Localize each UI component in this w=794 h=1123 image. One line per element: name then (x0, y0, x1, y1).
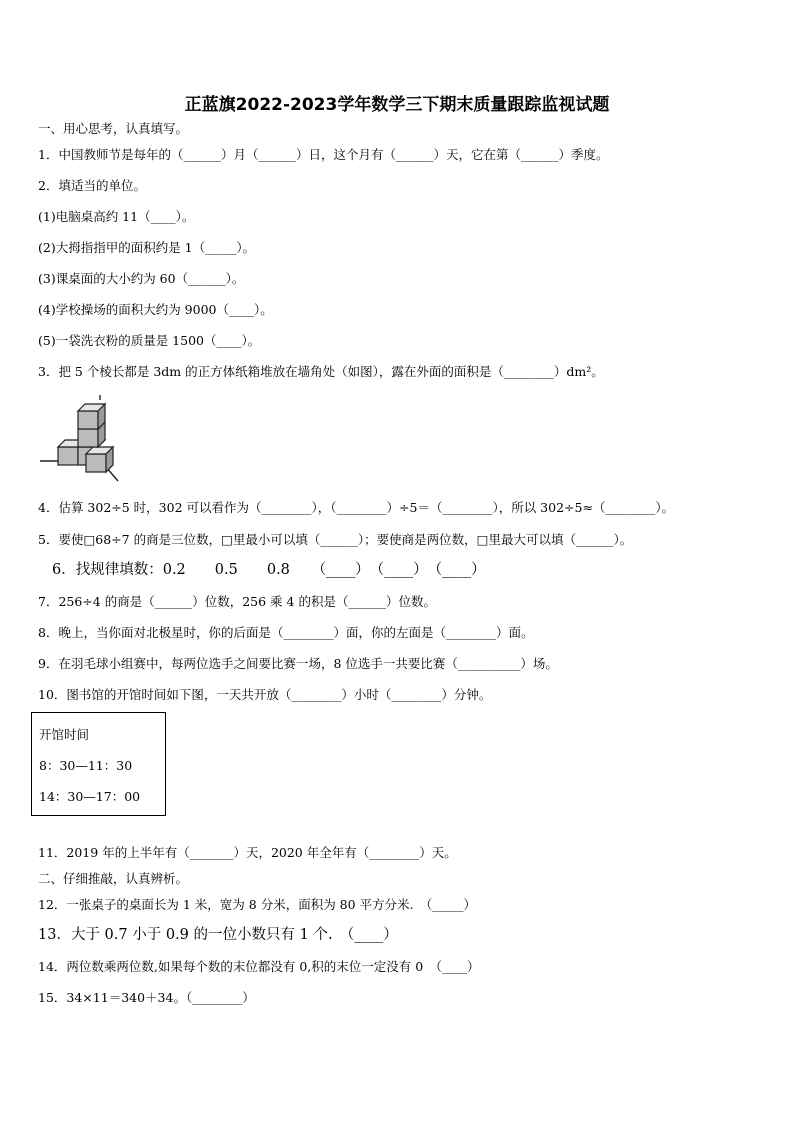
question-3: 3．把 5 个棱长都是 3dm 的正方体纸箱堆放在墙角处（如图），露在外面的面积是（________）dm²。 (38, 364, 604, 379)
question-2-item-5: (5)一袋洗衣粉的质量是 1500（____）。 (38, 333, 261, 348)
question-1: 1．中国教师节是每年的（______）月（______）日，这个月有（______）天，它在第（______）季度。 (38, 147, 609, 162)
question-15: 15．34×11＝340＋34。（________） (38, 990, 255, 1005)
question-14: 14．两位数乘两位数,如果每个数的末位都没有 0,积的末位一定没有 0 （____） (38, 959, 480, 974)
section-heading-1: 一、用心思考，认真填写。 (38, 121, 189, 136)
opening-hours-heading: 开馆时间 (39, 727, 90, 742)
question-2-item-1: (1)电脑桌高约 11（____）。 (38, 209, 195, 224)
opening-hours-morning: 8：30—11：30 (39, 758, 133, 773)
question-2-item-2: (2)大拇指指甲的面积约是 1（_____）。 (38, 240, 256, 255)
question-9: 9．在羽毛球小组赛中，每两位选手之间要比赛一场，8 位选手一共要比赛（__________）场。 (38, 656, 558, 671)
question-2-item-3: (3)课桌面的大小约为 60（______）。 (38, 271, 245, 286)
question-12: 12．一张桌子的桌面长为 1 米，宽为 8 分米，面积为 80 平方分米. （_____） (38, 897, 477, 912)
opening-hours-box (31, 712, 166, 816)
question-4: 4．估算 302÷5 时，302 可以看作为（________），（________）÷5＝（________），所以 302÷5≈（________）。 (38, 500, 675, 515)
question-10: 10．图书馆的开馆时间如下图，一天共开放（________）小时（________）分钟。 (38, 687, 492, 702)
question-5: 5．要使□68÷7 的商是三位数，□里最小可以填（______）；要使商是两位数，□里最大可以填（______）。 (38, 532, 633, 547)
question-6: 6．找规律填数：0.2 0.5 0.8 （____） （____） （____） (52, 562, 486, 578)
question-8: 8．晚上，当你面对北极星时，你的后面是（________）面，你的左面是（________）面。 (38, 625, 534, 640)
opening-hours-afternoon: 14：30—17：00 (39, 789, 141, 804)
section-heading-2: 二、仔细推敲，认真辨析。 (38, 871, 189, 886)
question-2: 2．填适当的单位。 (38, 178, 146, 193)
stacked-cubes-figure (40, 395, 130, 485)
question-7: 7．256÷4 的商是（______）位数，256 乘 4 的积是（______）位数。 (38, 594, 436, 609)
question-11: 11．2019 年的上半年有（_______）天，2020 年全年有（________）天。 (38, 845, 457, 860)
question-2-item-4: (4)学校操场的面积大约为 9000（____）。 (38, 302, 273, 317)
page-title: 正蓝旗2022-2023学年数学三下期末质量跟踪监视试题 (184, 95, 610, 115)
question-13: 13．大于 0.7 小于 0.9 的一位小数只有 1 个. （____） (38, 927, 398, 943)
